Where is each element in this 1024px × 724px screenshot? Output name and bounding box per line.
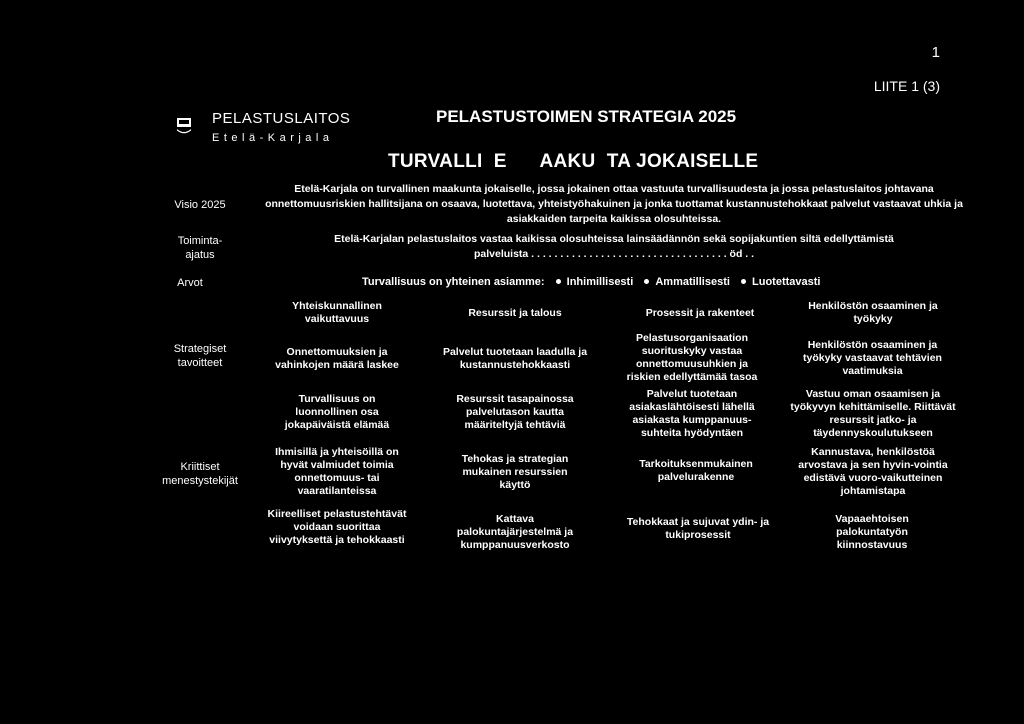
strategic-goal-cell: Resurssit tasapainossa palvelutason kautta määriteltyjä tehtäviä	[456, 393, 574, 431]
column-header: Prosessit ja rakenteet	[645, 307, 755, 319]
logo-name: PELASTUSLAITOS	[212, 110, 351, 127]
mission-line1: Etelä-Karjalan pelastuslaitos vastaa kaikissa olosuhteissa lainsäädännön sekä sopijakuntien siltä edellyttämistä	[334, 233, 894, 245]
strategic-goal-cell: Vastuu oman osaamisen ja työkyvyn kehittämiselle. Riittävät resurssit jatko- ja täydennyskoulutukseen	[790, 388, 956, 439]
success-factor-cell: Vapaaehtoisen palokuntatyön kiinnostavuus	[835, 513, 909, 551]
values-intro: Turvallisuus on yhteinen asiamme:	[362, 276, 545, 288]
success-factor-cell: Ihmisillä ja yhteisöillä on hyvät valmiudet toimia onnettomuus- tai vaaratilanteissa	[275, 446, 399, 497]
success-factor-cell: Kattava palokuntajärjestelmä ja kumppanuusverkosto	[456, 513, 574, 551]
critical-label-line1: Kriittiset	[180, 461, 220, 473]
column-header: Henkilöstön osaaminen ja työkyky	[808, 300, 938, 325]
strategic-goals-label	[152, 342, 248, 370]
strategic-goal-cell: Pelastusorganisaation suorituskyky vastaa onnettomuusuhkien ja riskien edellyttämää tasoa	[626, 332, 758, 383]
mission-label	[152, 234, 248, 262]
critical-label-line2: menestystekijät	[162, 475, 238, 487]
bullet-icon	[741, 279, 746, 284]
page-number: 1	[931, 44, 940, 61]
value-item: Ammatillisesti	[655, 276, 730, 288]
values-label: Arvot	[177, 277, 203, 289]
success-factor-cell: Kiireelliset pelastustehtävät voidaan suorittaa viivytyksettä ja tehokkaasti	[267, 508, 407, 546]
strategic-label-line2: tavoitteet	[177, 357, 223, 369]
success-factor-cell: Tehokas ja strategian mukainen resurssien käyttö	[461, 453, 569, 491]
appendix-label: LIITE 1 (3)	[873, 78, 940, 94]
rescue-department-crest-icon	[177, 118, 191, 134]
strategic-goal-cell: Palvelut tuotetaan laadulla ja kustannustehokkaasti	[442, 346, 588, 371]
vision-slogan: TURVALLI E AAKU TA JOKAISELLE	[388, 151, 759, 172]
mission-text	[256, 232, 972, 262]
mission-label-line2: ajatus	[185, 249, 215, 261]
values-line	[362, 276, 820, 288]
vision-text: Etelä-Karjala on turvallinen maakunta jokaiselle, jossa jokainen ottaa vastuuta turvallisuudesta ja jossa pelastuslaitos johtavana onnettomuusriskien hallitsijana on osaava, luotettava, yhteistyöhakuinen ja jonka tuottamat kustannustehokkaat palvelut vastaavat uhkia ja asiakkaiden tarpeita kaikissa olosuhteissa.	[265, 183, 963, 225]
strategic-goal-cell: Turvallisuus on luonnollinen osa jokapäiväistä elämää	[284, 393, 390, 431]
success-factor-cell: Tehokkaat ja sujuvat ydin- ja tukiprosessit	[626, 516, 770, 541]
strategic-goal-cell: Onnettomuuksien ja vahinkojen määrä laskee	[275, 346, 399, 371]
bullet-icon	[644, 279, 649, 284]
value-item: Luotettavasti	[752, 276, 821, 288]
bullet-icon	[556, 279, 561, 284]
document-title: PELASTUSTOIMEN STRATEGIA 2025	[436, 107, 737, 126]
logo-region: Etelä-Karjala	[212, 132, 334, 144]
strategic-label-line1: Strategiset	[173, 343, 227, 355]
success-factor-cell: Kannustava, henkilöstöä arvostava ja sen hyvin-vointia edistävä vuoro-vaikutteinen johtamistapa	[798, 446, 948, 497]
mission-line2: palveluista . . . . . . . . . . . . . . . . . . . . . . . . . . . . . . . . . . öd . .	[473, 248, 755, 260]
mission-label-line1: Toiminta-	[177, 235, 223, 247]
strategic-goal-cell: Henkilöstön osaaminen ja työkyky vastaavat tehtävien vaatimuksia	[803, 339, 942, 377]
strategic-goal-cell: Palvelut tuotetaan asiakaslähtöisesti lähellä asiakasta kumppanuus-suhteita hyödyntäen	[629, 388, 755, 439]
success-factor-cell: Tarkoituksenmukainen palvelurakenne	[639, 458, 753, 483]
column-header: Resurssit ja talous	[468, 307, 562, 319]
value-item: Inhimillisesti	[566, 276, 634, 288]
vision-label: Visio 2025	[174, 199, 226, 211]
critical-factors-label	[142, 460, 258, 488]
column-header: Yhteiskunnallinen vaikuttavuus	[292, 300, 382, 325]
